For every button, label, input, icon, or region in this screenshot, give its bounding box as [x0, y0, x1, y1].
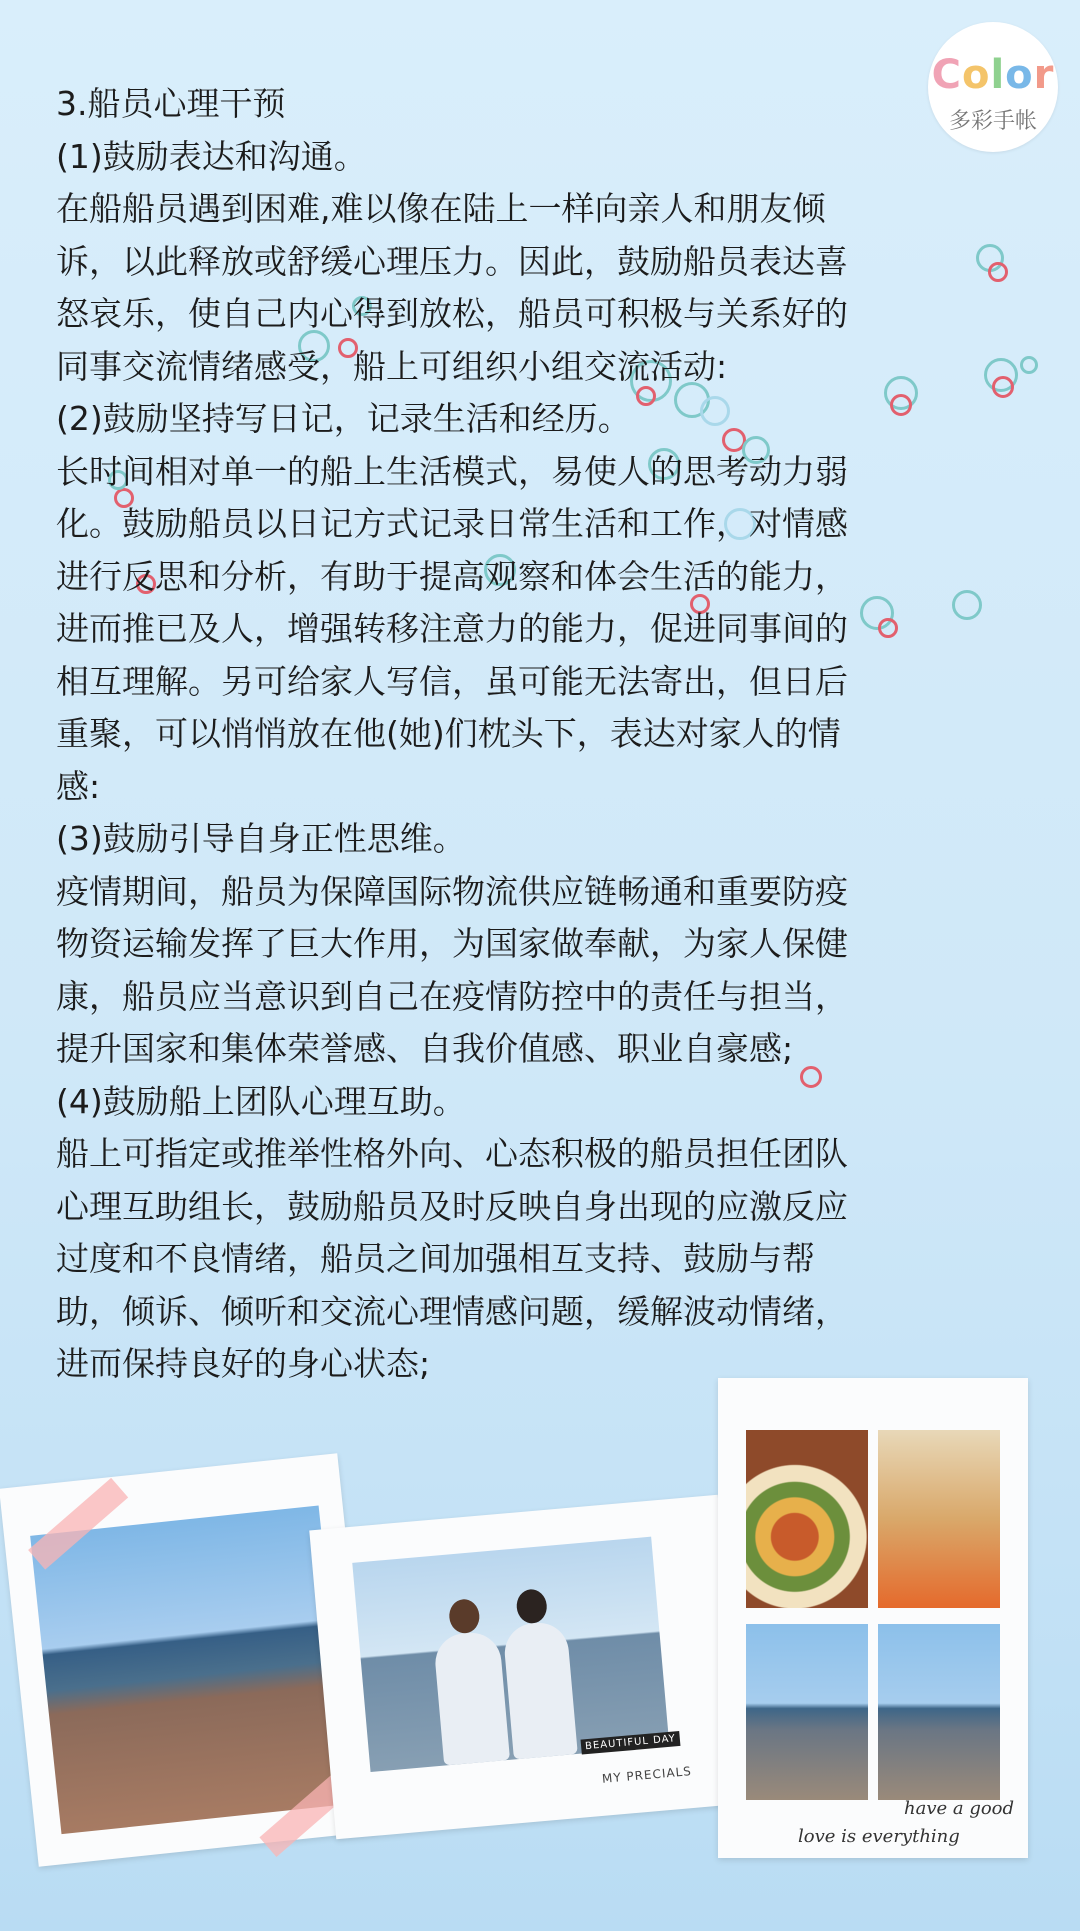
subsection-heading: (1)鼓励表达和沟通。 [56, 136, 367, 176]
photo-collage-frame [718, 1378, 1028, 1858]
collage-caption: love is everything [798, 1826, 960, 1847]
body-line: 化。鼓励船员以日记方式记录日常生活和工作，对情感 [56, 504, 848, 543]
section-heading: 3.船员心理干预 [56, 84, 286, 123]
body-line: 过度和不良情绪，船员之间加强相互支持、鼓励与帮 [56, 1239, 815, 1278]
food-feast-photo [746, 1430, 868, 1608]
crew-member [502, 1620, 577, 1759]
body-line: 进而推已及人，增强转移注意力的能力，促进同事间的 [56, 609, 848, 648]
bubble-decoration [1020, 356, 1038, 374]
body-line: 进而保持良好的身心状态; [56, 1344, 431, 1383]
logo-wordmark: Color [931, 52, 1055, 98]
body-line: 进行反思和分析，有助于提高观察和体会生活的能力， [56, 556, 848, 596]
crew-member-head [448, 1598, 481, 1634]
subsection-heading: (3)鼓励引导自身正性思维。 [56, 819, 466, 858]
document-body [56, 78, 1016, 1391]
body-line: 同事交流情绪感受，船上可组织小组交流活动: [56, 346, 728, 386]
photo-frame-crew [309, 1495, 744, 1840]
body-line: 物资运输发挥了巨大作用，为国家做奉献，为家人保健 [56, 924, 848, 963]
logo-subtitle: 多彩手帐 [948, 109, 1037, 134]
body-line: 在船船员遇到困难,难以像在陆上一样向亲人和朋友倾 [56, 189, 826, 228]
collage-caption: have a good [904, 1798, 1015, 1819]
body-line: 提升国家和集体荣誉感、自我价值感、职业自豪感; [56, 1029, 794, 1068]
body-line: 怒哀乐，使自己内心得到放松，船员可积极与关系好的 [56, 294, 848, 333]
crew-photo-tag: BEAUTIFUL DAY [581, 1731, 681, 1755]
ship-deck-photo [30, 1506, 350, 1835]
body-line: 船上可指定或推举性格外向、心态积极的船员担任团队 [56, 1134, 848, 1173]
body-line: 相互理解。另可给家人写信，虽可能无法寄出，但日后 [56, 661, 848, 701]
body-line: 感: [56, 766, 101, 806]
ship-deck-photo-small [746, 1624, 868, 1800]
body-line: 诉，以此释放或舒缓心理压力。因此，鼓励船员表达喜 [56, 241, 848, 281]
ship-deck-photo-small [878, 1624, 1000, 1800]
body-line: 助，倾诉、倾听和交流心理情感问题，缓解波动情绪， [56, 1291, 848, 1331]
body-line: 心理互助组长，鼓励船员及时反映自身出现的应激反应 [56, 1186, 848, 1226]
crew-selfie-photo [878, 1430, 1000, 1608]
subsection-heading: (4)鼓励船上团队心理互助。 [56, 1081, 466, 1121]
body-line: 疫情期间，船员为保障国际物流供应链畅通和重要防疫 [56, 871, 848, 911]
body-line: 康，船员应当意识到自己在疫情防控中的责任与担当， [56, 976, 848, 1016]
crew-photo-caption: MY PRECIALS [601, 1764, 693, 1786]
crew-member-head [515, 1588, 548, 1624]
crew-member [433, 1630, 510, 1765]
body-line: 重聚，可以悄悄放在他(她)们枕头下，表达对家人的情 [56, 714, 841, 753]
body-line: 长时间相对单一的船上生活模式，易使人的思考动力弱 [56, 451, 848, 491]
subsection-heading: (2)鼓励坚持写日记，记录生活和经历。 [56, 399, 631, 438]
